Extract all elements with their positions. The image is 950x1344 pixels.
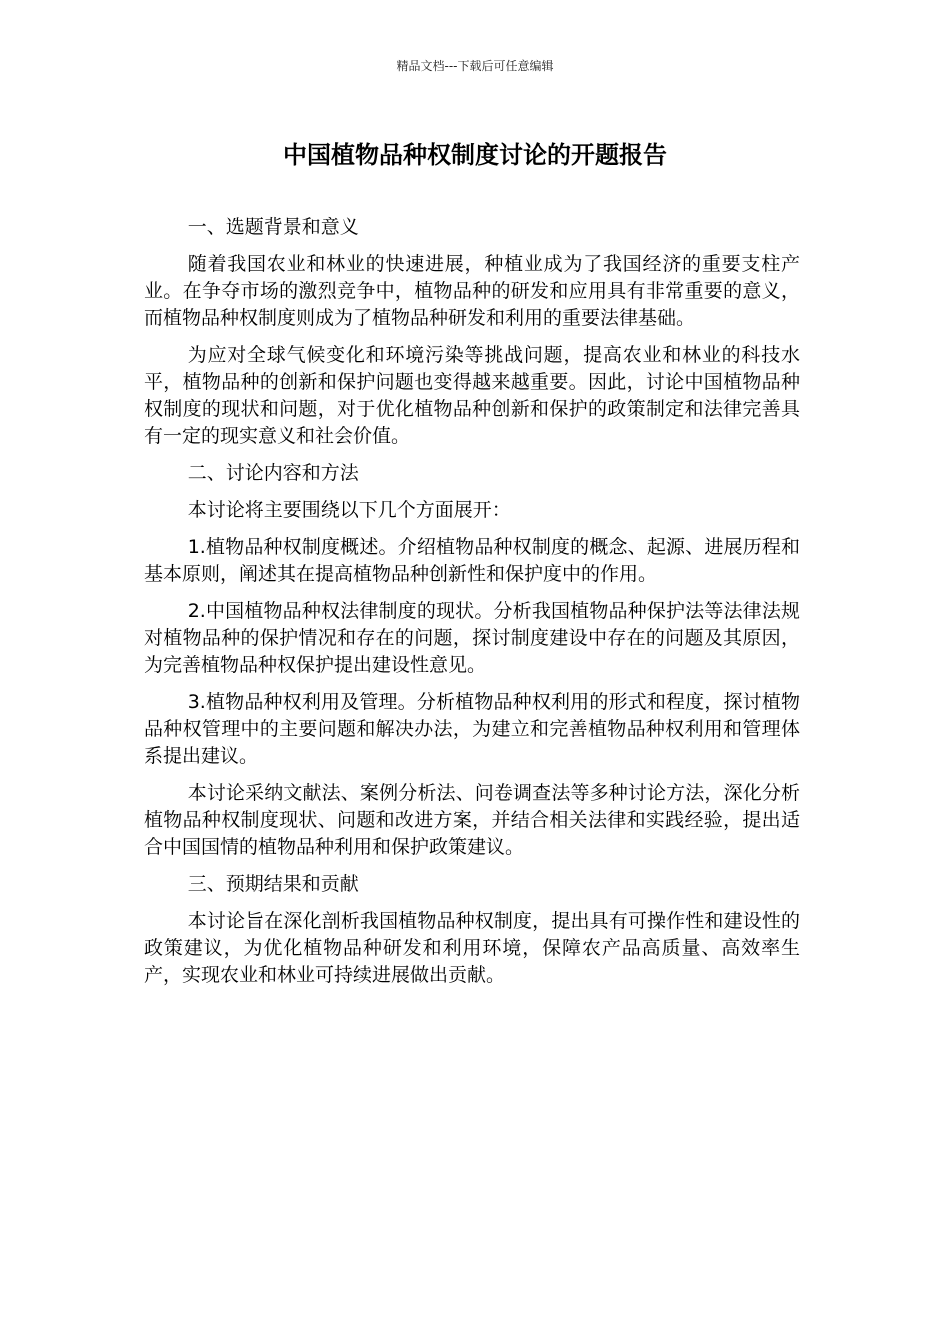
- document-title: 中国植物品种权制度讨论的开题报告: [283, 141, 667, 169]
- paragraph-content-intro: 本讨论将主要围绕以下几个方面展开：: [187, 499, 511, 521]
- paragraph-method: 本讨论采纳文献法、案例分析法、问卷调查法等多种讨论方法，深化分析植物品种权制度现状、问题和改进方案，并结合相关法律和实践经验，提出适合中国国情的植物品种利用和保护政策建议。: [144, 782, 800, 858]
- header-note: 精品文档---下载后可任意编辑: [396, 59, 554, 73]
- section-heading-content-method: 二、讨论内容和方法: [187, 462, 359, 484]
- paragraph-background-1: 随着我国农业和林业的快速进展，种植业成为了我国经济的重要支柱产业。在争夺市场的激烈竞争中，植物品种的研发和应用具有非常重要的意义，而植物品种权制度则成为了植物品种研发和利用的重要法律基础。: [144, 253, 800, 329]
- paragraph-background-2: 为应对全球气候变化和环境污染等挑战问题，提高农业和林业的科技水平，植物品种的创新和保护问题也变得越来越重要。因此，讨论中国植物品种权制度的现状和问题，对于优化植物品种创新和保护的政策制定和法律完善具有一定的现实意义和社会价值。: [144, 344, 800, 447]
- section-heading-background: 一、选题背景和意义: [187, 216, 359, 238]
- list-item-utilization-management: 3.植物品种权利用及管理。分析植物品种权利用的形式和程度，探讨植物品种权管理中的主要问题和解决办法，为建立和完善植物品种权利用和管理体系提出建议。: [144, 691, 800, 767]
- list-item-legal-status: 2.中国植物品种权法律制度的现状。分析我国植物品种保护法等法律法规对植物品种的保护情况和存在的问题，探讨制度建设中存在的问题及其原因，为完善植物品种权保护提出建设性意见。: [144, 600, 800, 676]
- section-heading-expected-results: 三、预期结果和贡献: [187, 873, 359, 895]
- document-body: [144, 214, 800, 999]
- paragraph-expected-results: 本讨论旨在深化剖析我国植物品种权制度，提出具有可操作性和建设性的政策建议，为优化植物品种研发和利用环境，保障农产品高质量、高效率生产，实现农业和林业可持续进展做出贡献。: [144, 910, 800, 986]
- list-item-overview: 1.植物品种权制度概述。介绍植物品种权制度的概念、起源、进展历程和基本原则，阐述其在提高植物品种创新性和保护度中的作用。: [144, 536, 800, 585]
